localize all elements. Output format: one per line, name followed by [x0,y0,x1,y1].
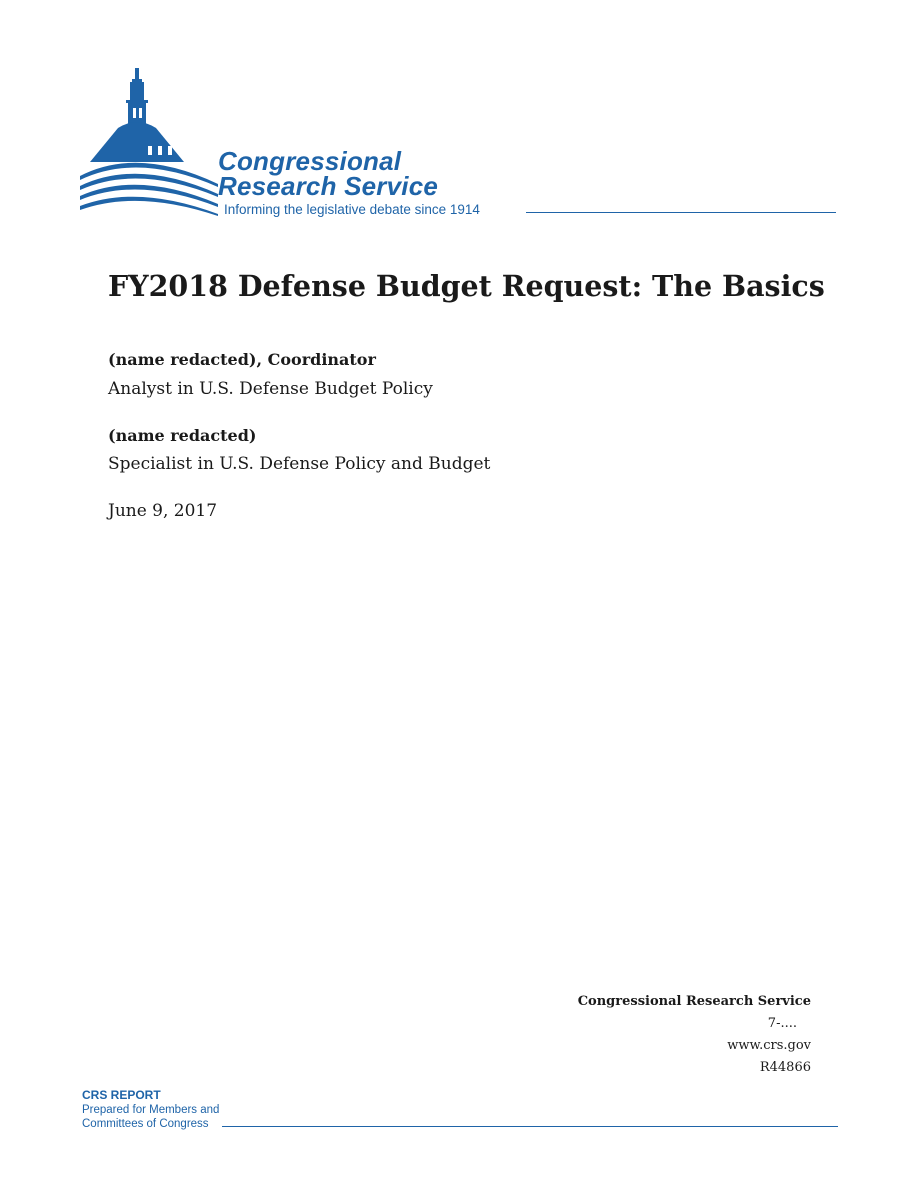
author-1-name: (name redacted), Coordinator [108,350,376,369]
crs-logo [78,66,838,226]
capitol-dome-icon [78,66,218,216]
meta-website-link[interactable]: www.crs.gov [727,1038,811,1053]
meta-phone: 7-.... [767,1016,797,1031]
logo-divider [526,212,836,213]
footer-label: CRS REPORT [82,1088,161,1102]
meta-org: Congressional Research Service [577,994,811,1009]
footer-divider [222,1126,838,1127]
footer-line1: Prepared for Members and [82,1104,220,1116]
report-date: June 9, 2017 [108,501,218,521]
logo-name-line1: Congressional [218,146,402,176]
author-2-name: (name redacted) [108,426,257,445]
meta-report-number: R44866 [759,1060,811,1075]
author-2-role: Specialist in U.S. Defense Policy and Budget [108,454,491,474]
crs-report-footer [82,1088,838,1138]
report-title: FY2018 Defense Budget Request: The Basics [108,269,825,303]
logo-name-line2: Research Service [218,171,439,201]
footer-line2: Committees of Congress [82,1118,209,1130]
report-meta [578,991,811,1079]
author-1-role: Analyst in U.S. Defense Budget Policy [108,379,433,399]
logo-tagline: Informing the legislative debate since 1914 [224,202,480,217]
